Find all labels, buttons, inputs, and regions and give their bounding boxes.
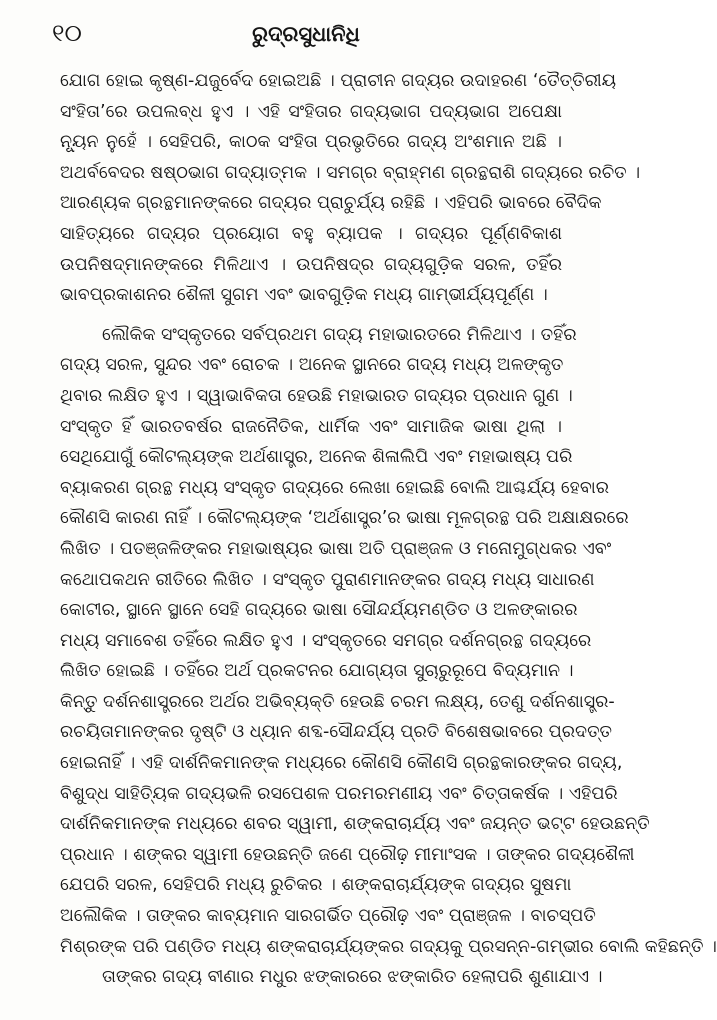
text-line: ଲିଖିତ ହୋଇଛି । ତହିଁରେ ଅର୍ଥ ପ୍ରକଟନର ଯୋଗ୍ୟତା ସୁଚାରୁରୂପେ ବିଦ୍ୟମାନ । bbox=[60, 661, 574, 682]
text-line: ମିଶ୍ରଙ୍କ ପରି ପଣ୍ଡିତ ମଧ୍ୟ ଶଙ୍କରାଚାର୍ଯ୍ୟଙ୍କର ଗଦ୍ୟକୁ ପ୍ରସନ୍ନ-ଗମ୍ଭୀର ବୋଲି କହିଛନ୍ତି । bbox=[60, 936, 717, 957]
text-line: ନ୍ୟୂନ ନୁହେଁ । ସେହିପରି, କାଠକ ସଂହିତା ପ୍ରଭୃତିରେ ଗଦ୍ୟ ଅଂଶମାନ ଅଛି । bbox=[60, 132, 562, 153]
text-line: ସଂସ୍କୃତ ହିଁ ଭାରତବର୍ଷର ରାଜନୈତିକ, ଧାର୍ମିକ ଏବଂ ସାମାଜିକ ଭାଷା ଥିଲା । bbox=[60, 416, 562, 437]
text-line: ଅଥର୍ବବେଦର ଷଷ୍ଠଭାଗ ଗଦ୍ୟାତ୍ମକ । ସମଗ୍ର ବ୍ରାହ୍ମଣ ଗ୍ରନ୍ଥରାଶି ଗଦ୍ୟରେ ରଚିତ । bbox=[60, 162, 641, 183]
paragraph bbox=[60, 320, 717, 993]
text-line: ସେଥିଯୋଗୁଁ କୌଟଲ୍ୟଙ୍କ ଅର୍ଥଶାସ୍ତ୍ର, ଅନେକ ଶିଳାଲିପି ଏବଂ ମହାଭାଷ୍ୟ ପରି bbox=[60, 447, 573, 468]
text-line: କିନ୍ତୁ ଦର୍ଶନଶାସ୍ତ୍ରରେ ଅର୍ଥର ଅଭିବ୍ୟକ୍ତି ହେଉଛି ଚରମ ଲକ୍ଷ୍ୟ, ତେଣୁ ଦର୍ଶନଶାସ୍ତ୍ର- bbox=[60, 691, 615, 712]
text-line: ଦାର୍ଶନିକମାନଙ୍କ ମଧ୍ୟରେ ଶବର ସ୍ୱାମୀ, ଶଙ୍କରାଚାର୍ଯ୍ୟ ଏବଂ ଜୟନ୍ତ ଭଟ୍ଟ ହେଉଛନ୍ତି bbox=[60, 814, 650, 835]
text-line: ଉପନିଷଦ୍‌ମାନଙ୍କରେ ମିଳିଥାଏ । ଉପନିଷଦ୍‌ର ଗଦ୍ୟଗୁଡ଼ିକ ସରଳ, ତହିଁର bbox=[60, 254, 562, 275]
text-line: ଯୋଗ ହୋଇ କୃଷ୍ଣ-ଯଜୁର୍ବେଦ ହୋଇଅଛି । ପ୍ରାଚୀନ ଗଦ୍ୟର ଉଦାହରଣ ‘ତୈତ୍ତିରୀୟ bbox=[60, 71, 617, 91]
text-line: ଲିଖିତ । ପତଞ୍ଜଳିଙ୍କର ମହାଭାଷ୍ୟର ଭାଷା ଅତି ପ୍ରାଞ୍ଜଳ ଓ ମନୋମୁଗ୍ଧକର ଏବଂ bbox=[60, 538, 612, 559]
page-number: ୧୦ bbox=[52, 19, 82, 47]
text-line: ଗଦ୍ୟ ସରଳ, ସୁନ୍ଦର ଏବଂ ରୋଚକ । ଅନେକ ସ୍ଥାନରେ ଗଦ୍ୟ ମଧ୍ୟ ଅଳଙ୍କୃତ bbox=[60, 355, 564, 376]
paragraph-gap bbox=[60, 311, 562, 320]
text-line: କୋଟୀର, ସ୍ଥାନେ ସ୍ଥାନେ ସେହି ଗଦ୍ୟରେ ଭାଷା ସୌନ୍ଦର୍ଯ୍ୟମଣ୍ଡିତ ଓ ଅଳଙ୍କାରର bbox=[60, 600, 578, 621]
text-line: ଅଲୌକିକ । ତାଙ୍କର କାବ୍ୟମାନ ସାରଗର୍ଭିତ ପ୍ରୌଢ଼ ଏବଂ ପ୍ରାଞ୍ଜଳ । ବାଚସ୍ପତି bbox=[60, 906, 596, 927]
paragraph bbox=[60, 66, 641, 311]
text-line: ତାଙ୍କର ଗଦ୍ୟ ବୀଣାର ମଧୁର ଝଙ୍କାରରେ ଝଙ୍କାରିତ ହେଲାପରି ଶୁଣାଯାଏ । bbox=[102, 967, 603, 988]
text-line: ଯେପରି ସରଳ, ସେହିପରି ମଧ୍ୟ ରୁଚିକର । ଶଙ୍କରାଚାର୍ଯ୍ୟଙ୍କ ଗଦ୍ୟର ସୁଷମା bbox=[60, 875, 572, 896]
text-line: ଥିବାର ଲକ୍ଷିତ ହୁଏ । ସ୍ୱାଭାବିକତା ହେଉଛି ମହାଭାରତ ଗଦ୍ୟର ପ୍ରଧାନ ଗୁଣ । bbox=[60, 385, 573, 406]
text-line: ଆରଣ୍ୟକ ଗ୍ରନ୍ଥମାନଙ୍କରେ ଗଦ୍ୟର ପ୍ରାଚୁର୍ଯ୍ୟ ରହିଛି । ଏହିପରି ଭାବରେ ବୈଦିକ bbox=[60, 193, 602, 214]
text-line: ମଧ୍ୟ ସମାବେଶ ତହିଁରେ ଲକ୍ଷିତ ହୁଏ । ସଂସ୍କୃତରେ ସମଗ୍ର ଦର୍ଶନଗ୍ରନ୍ଥ ଗଦ୍ୟରେ bbox=[60, 630, 592, 651]
text-line: ବିଶୁଦ୍ଧ ସାହିତ୍ୟିକ ଗଦ୍ୟଭଳି ରସପେଶଳ ପରମରମଣୀୟ ଏବଂ ଚିତ୍ତାକର୍ଷକ । ଏହିପରି bbox=[60, 783, 618, 804]
text-line: ବ୍ୟାକରଣ ଗ୍ରନ୍ଥ ମଧ୍ୟ ସଂସ୍କୃତ ଗଦ୍ୟରେ ଲେଖା ହୋଇଛି ବୋଲି ଆଶ୍ଚର୍ଯ୍ୟ ହେବାର bbox=[60, 477, 610, 498]
body-text bbox=[60, 66, 717, 993]
running-title: ରୁଦ୍ରସୁଧାନିଧି bbox=[252, 22, 360, 46]
page-header bbox=[52, 18, 560, 54]
text-line: ସଂହିତା’ରେ ଉପଲବ୍ଧ ହୁଏ । ଏହି ସଂହିତାର ଗଦ୍ୟଭାଗ ପଦ୍ୟଭାଗ ଅପେକ୍ଷା bbox=[60, 101, 562, 122]
text-line: ସାହିତ୍ୟରେ ଗଦ୍ୟର ପ୍ରୟୋଗ ବହୁ ବ୍ୟାପକ । ଗଦ୍ୟର ପୂର୍ଣ୍ଣବିକାଶ bbox=[60, 223, 562, 244]
text-line: ଲୌକିକ ସଂସ୍କୃତରେ ସର୍ବପ୍ରଥମ ଗଦ୍ୟ ମହାଭାରତରେ ମିଳିଥାଏ । ତହିଁର bbox=[102, 324, 577, 345]
text-line: ହୋଇନାହିଁ । ଏହି ଦାର୍ଶନିକମାନଙ୍କ ମଧ୍ୟରେ କୌଣସି କୌଣସି ଗ୍ରନ୍ଥକାରଙ୍କର ଗଦ୍ୟ, bbox=[60, 753, 623, 774]
text-line: ଭାବପ୍ରକାଶନର ଶୈଳୀ ସୁଗମ ଏବଂ ଭାବଗୁଡ଼ିକ ମଧ୍ୟ ଗାମ୍ଭୀର୍ଯ୍ୟପୂର୍ଣ୍ଣ । bbox=[60, 285, 548, 306]
text-line: ପ୍ରଧାନ । ଶଙ୍କର ସ୍ୱାମୀ ହେଉଛନ୍ତି ଜଣେ ପ୍ରୌଢ଼ ମୀମାଂସକ । ତାଙ୍କର ଗଦ୍ୟଶୈଳୀ bbox=[60, 844, 635, 865]
text-line: କଥୋପକଥନ ରୀତିରେ ଲିଖିତ । ସଂସ୍କୃତ ପୁରାଣମାନଙ୍କର ଗଦ୍ୟ ମଧ୍ୟ ସାଧାରଣ bbox=[60, 569, 595, 590]
text-line: ରଚୟିତାମାନଙ୍କର ଦୃଷ୍ଟି ଓ ଧ୍ୟାନ ଶବ୍ଦ-ସୌନ୍ଦର୍ଯ୍ୟ ପ୍ରତି ବିଶେଷଭାବରେ ପ୍ରଦତ୍ତ bbox=[60, 722, 613, 743]
text-line: କୌଣସି କାରଣ ନାହିଁ । କୌଟଲ୍ୟଙ୍କ ‘ଅର୍ଥଶାସ୍ତ୍ର’ର ଭାଷା ମୂଳଗ୍ରନ୍ଥ ପରି ଅକ୍ଷାକ୍ଷରରେ bbox=[60, 508, 629, 529]
